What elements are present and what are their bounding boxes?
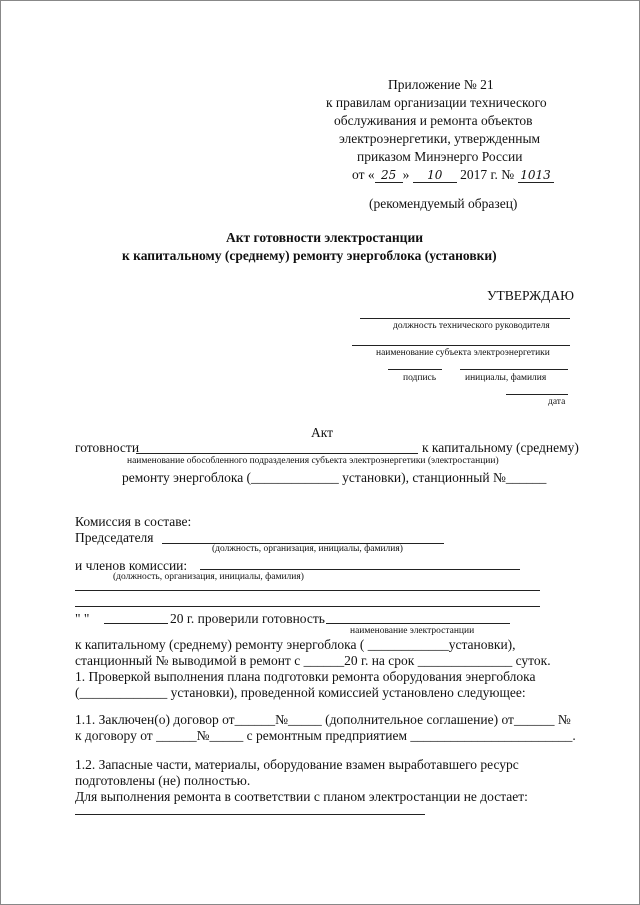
- members-caption: (должность, организация, инициалы, фамилия): [113, 572, 304, 582]
- handwritten-number: 1013: [518, 168, 554, 183]
- p11-line-1: 1.1. Заключен(о) договор от______№_____ (дополнительное соглашение) от______ №: [75, 712, 571, 727]
- header-line-4: приказом Минэнерго России: [357, 149, 523, 164]
- chairman-caption: (должность, организация, инициалы, фамилия): [212, 544, 403, 554]
- appendix-number: Приложение № 21: [388, 77, 494, 92]
- initials-caption: инициалы, фамилия: [465, 373, 547, 383]
- order-date-line: [352, 167, 554, 183]
- position-line: [360, 318, 570, 319]
- p11-line-2: к договору от ______№_____ с ремонтным предприятием ________________________.: [75, 728, 576, 743]
- signature-line: [388, 369, 442, 370]
- initials-line: [460, 369, 568, 370]
- station-name-caption: наименование электростанции: [350, 626, 475, 636]
- chairman-label: Председателя: [75, 530, 154, 545]
- missing-items-line: [75, 814, 425, 815]
- entity-caption: наименование субъекта электроэнергетики: [376, 348, 550, 358]
- readiness-suffix: к капитальному (среднему): [422, 440, 579, 455]
- sample-note: (рекомендуемый образец): [369, 196, 518, 211]
- repair-line: ремонту энергоблока (_____________ установки), станционный №______: [122, 470, 547, 485]
- repair-text: к капитальному (среднему) ремонту энергоблока ( ____________установки),: [75, 637, 516, 652]
- handwritten-month: 10: [413, 168, 457, 183]
- act-heading: Акт: [311, 425, 334, 440]
- check-month-line: [104, 623, 168, 624]
- p1-line-2: (_____________ установки), проведенной комиссией установлено следующее:: [75, 685, 526, 700]
- signature-caption: подпись: [403, 373, 437, 383]
- date-caption: дата: [548, 397, 566, 407]
- commission-composition: Комиссия в составе:: [75, 514, 192, 529]
- check-year-text: 20 г. проверили готовность: [170, 611, 325, 626]
- p12-line-1: 1.2. Запасные части, материалы, оборудование взамен выработавшего ресурс: [75, 757, 519, 772]
- subdivision-line: [136, 453, 418, 454]
- p12-line-2: подготовлены (не) полностью.: [75, 773, 251, 788]
- station-name-line: [326, 623, 510, 624]
- members-line-3: [75, 606, 540, 607]
- date-prefix: от «: [352, 167, 375, 182]
- header-line-2: обслуживания и ремонта объектов: [334, 113, 533, 128]
- check-quote: " ": [75, 611, 90, 626]
- year-text: 2017 г. №: [460, 167, 515, 182]
- members-line-2: [75, 590, 540, 591]
- readiness-label: готовности: [75, 440, 140, 455]
- handwritten-day: 25: [375, 168, 403, 183]
- approval-heading: УТВЕРЖДАЮ: [487, 288, 575, 303]
- document-title-line-2: к капитальному (среднему) ремонту энергоблока (установки): [122, 248, 497, 263]
- date-mid: »: [402, 167, 413, 182]
- position-caption: должность технического руководителя: [393, 321, 550, 331]
- p1-line-1: 1. Проверкой выполнения плана подготовки ремонта оборудования энергоблока: [75, 669, 536, 684]
- p12-line-3: Для выполнения ремонта в соответствии с планом электростанции не достает:: [75, 789, 528, 804]
- subdivision-caption: наименование обособленного подразделения субъекта электроэнергетики (электростанции): [127, 456, 499, 466]
- document-title-line-1: Акт готовности электростанции: [226, 230, 424, 245]
- station-text: станционный № выводимой в ремонт с ______20 г. на срок ______________ суток.: [75, 653, 551, 668]
- date-line: [506, 394, 568, 395]
- header-line-1: к правилам организации технического: [326, 95, 547, 110]
- members-line: [200, 569, 520, 570]
- members-label: и членов комиссии:: [75, 558, 188, 573]
- header-line-3: электроэнергетики, утвержденным: [339, 131, 541, 146]
- entity-line: [352, 345, 570, 346]
